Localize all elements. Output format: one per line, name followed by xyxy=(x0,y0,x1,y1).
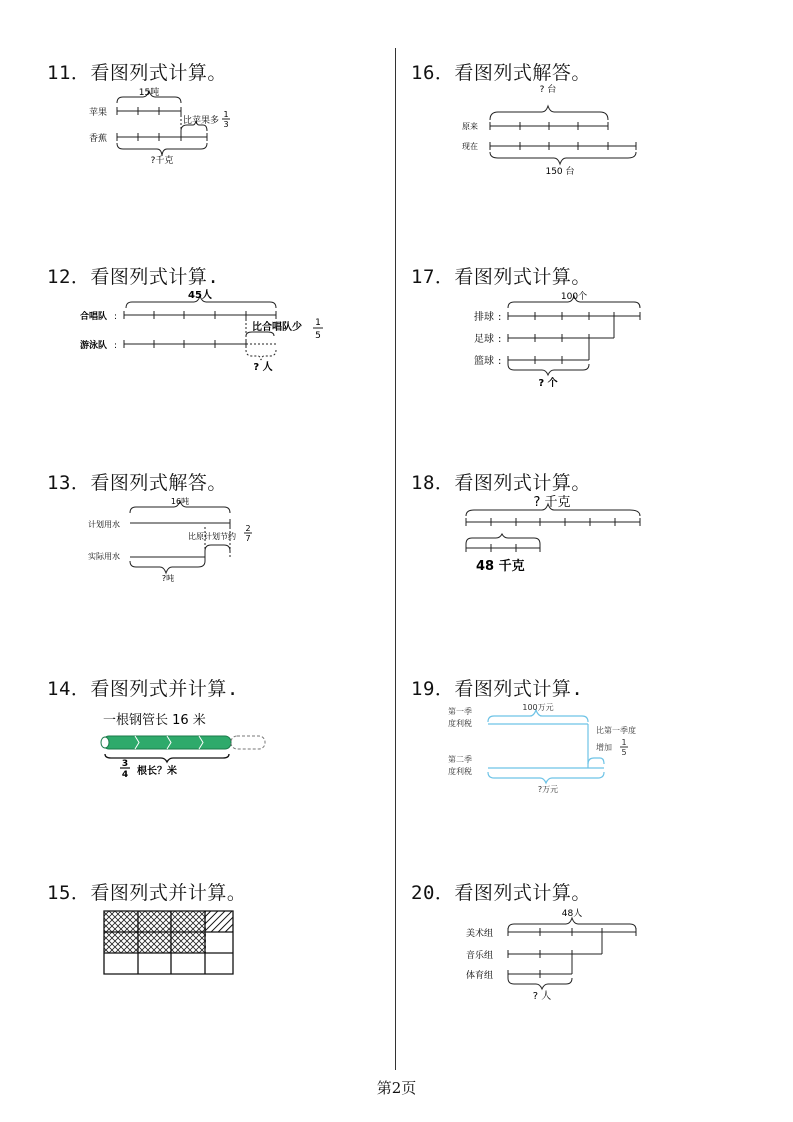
d16-row1-label: 原来 xyxy=(462,122,478,131)
d17-row3-colon: : xyxy=(498,356,502,367)
d19-top-label: 100万元 xyxy=(522,703,554,712)
diagram-16 xyxy=(460,82,650,177)
d14-pipe-green xyxy=(103,736,231,749)
d11-row2-label: 香蕉 xyxy=(89,134,108,144)
d19-bottom-label: ?万元 xyxy=(537,785,559,794)
diagram-14 xyxy=(95,708,275,778)
d11-row1-label: 苹果 xyxy=(89,108,108,118)
d14-bottom-label: 根长？米 xyxy=(137,766,177,777)
question-15-title: 15．看图列式并计算。 xyxy=(47,882,247,904)
d12-row1-label: 合唱队 xyxy=(80,312,108,322)
d19-frac-denominator: 5 xyxy=(621,748,627,757)
d18-top-label: ? 千克 xyxy=(533,495,571,510)
page-number: 第2页 xyxy=(376,1079,417,1097)
question-13-title: 13．看图列式解答。 xyxy=(47,472,227,494)
d17-top-label: 100个 xyxy=(560,292,588,302)
column-divider xyxy=(395,48,396,1070)
question-18-title: 18．看图列式计算。 xyxy=(411,472,591,494)
question-12-title: 12．看图列式计算. xyxy=(47,266,220,288)
diagram-18 xyxy=(460,494,650,576)
diagram-12 xyxy=(78,288,338,373)
d18-bottom-label: 48 千克 xyxy=(476,559,525,574)
d13-row2-label: 实际用水 xyxy=(88,552,120,561)
d11-top-label: 15吨 xyxy=(138,88,160,98)
d16-top-label: ? 台 xyxy=(539,85,557,95)
d20-bottom-label: ? 人 xyxy=(532,991,552,1001)
diagram-17 xyxy=(472,288,652,388)
d20-top-label: 48人 xyxy=(561,909,583,919)
d11-frac-denominator: 3 xyxy=(223,120,229,129)
diagram-13 xyxy=(86,495,266,585)
d14-frac-denominator: 4 xyxy=(121,770,129,778)
d14-pipe-dashed xyxy=(231,736,265,749)
d17-bottom-label: ? 个 xyxy=(538,378,558,388)
d12-top-label: 45人 xyxy=(188,290,212,301)
d13-top-label: 16吨 xyxy=(170,497,190,506)
d19-frac-numerator: 1 xyxy=(621,738,627,747)
d11-bottom-label: ?千克 xyxy=(150,156,174,166)
d20-row2-label: 音乐组 xyxy=(466,951,494,961)
d16-bottom-label: 150 台 xyxy=(545,167,575,177)
d17-row2-label: 足球 xyxy=(474,334,494,345)
d20-row3-label: 体育组 xyxy=(466,971,494,981)
diagram-19 xyxy=(444,700,659,800)
d19-row1-label-b: 度利税 xyxy=(448,719,472,728)
d11-side-label: 比苹果多 xyxy=(183,116,220,126)
d13-frac-denominator: 7 xyxy=(245,534,251,543)
d12-side-label: 比合唱队少 xyxy=(252,322,302,333)
d17-row3-label: 篮球 xyxy=(474,356,494,367)
d14-top-label: 一根钢管长 16 米 xyxy=(103,713,206,728)
d13-side-label: 比原计划节约 xyxy=(188,532,236,541)
d19-row2-label-a: 第二季 xyxy=(448,755,472,764)
d13-row1-label: 计划用水 xyxy=(88,520,120,529)
diagram-11 xyxy=(85,85,255,170)
question-19-title: 19．看图列式计算. xyxy=(411,678,584,700)
d14-frac-numerator: 3 xyxy=(121,759,129,769)
d16-row2-label: 现在 xyxy=(462,142,478,151)
question-16-title: 16．看图列式解答。 xyxy=(411,62,591,84)
d17-row1-label: 排球 xyxy=(474,312,494,323)
d19-side-label-1: 比第一季度 xyxy=(596,726,636,735)
d19-side-label-2: 增加 xyxy=(596,743,612,752)
d12-row1-colon: : xyxy=(114,312,118,322)
d17-row2-colon: : xyxy=(498,334,502,345)
d12-row2-label: 游泳队 xyxy=(80,341,108,351)
d13-bottom-label: ?吨 xyxy=(161,574,175,583)
diagram-15 xyxy=(100,908,240,978)
d12-row2-colon: : xyxy=(114,341,118,351)
d20-row1-label: 美术组 xyxy=(466,929,494,939)
d19-row1-label-a: 第一季 xyxy=(448,707,472,716)
d12-frac-numerator: 1 xyxy=(315,318,321,328)
d12-bottom-label: ? 人 xyxy=(253,362,273,373)
question-14-title: 14．看图列式并计算. xyxy=(47,678,239,700)
question-11-title: 11．看图列式计算。 xyxy=(47,62,227,84)
d13-frac-numerator: 2 xyxy=(245,524,251,533)
d14-pipe-end xyxy=(101,737,109,748)
d11-frac-numerator: 1 xyxy=(223,110,229,119)
question-17-title: 17．看图列式计算。 xyxy=(411,266,591,288)
question-20-title: 20．看图列式计算。 xyxy=(411,882,591,904)
d19-row2-label-b: 度利税 xyxy=(448,767,472,776)
diagram-20 xyxy=(462,906,647,1001)
d15-hatch-area xyxy=(205,911,233,932)
d17-row1-colon: : xyxy=(498,312,502,323)
d12-frac-denominator: 5 xyxy=(315,331,321,341)
